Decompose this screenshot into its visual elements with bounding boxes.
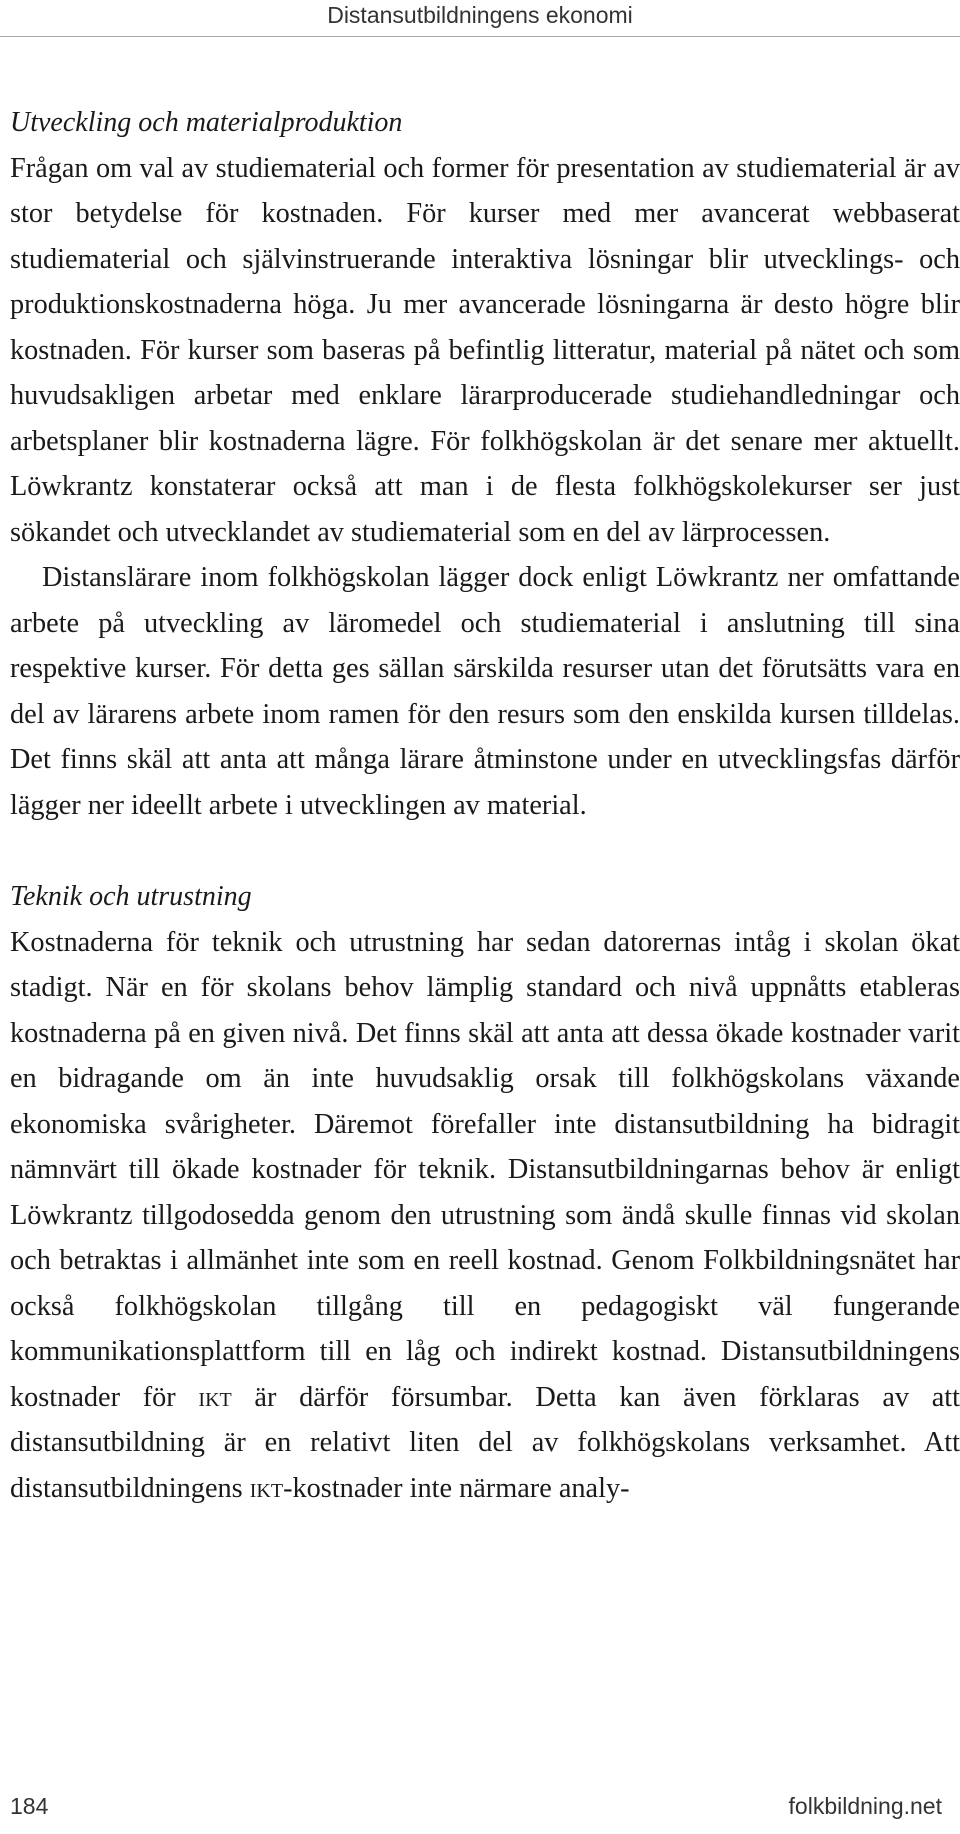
running-header — [0, 0, 960, 37]
running-header-title: Distansutbildningens ekonomi — [327, 2, 633, 28]
footer-site-name: folkbildning.net — [788, 1793, 942, 1819]
running-footer — [0, 1793, 960, 1829]
section-heading-teknik: Teknik och utrustning — [10, 881, 252, 912]
document-body — [10, 100, 960, 1511]
abbreviation-ikt: ikt — [249, 1472, 284, 1504]
paragraph — [10, 920, 960, 1512]
paragraph-text: Kostnaderna för teknik och utrustning har sedan datorernas intåg i skolan ökat stadigt. När en för skolans behov lämplig standard och nivå uppnåtts etableras kostnaderna på en given nivå. Det finns skäl att anta att dessa ökade kostnader varit en bidragande om än inte huvudsaklig orsak till folkhögskolans växande ekonomiska svårigheter. Däremot förefaller inte distansutbildning ha bidragit nämnvärt till ökade kostnader för teknik. Distansutbildningarnas behov är enligt Löwkrantz tillgodosedda genom den utrustning som ändå skulle finnas vid skolan och betraktas i allmänhet inte som en reell kostnad. Genom Folkbildningsnätet har också folkhögskolan tillgång till en pedagogiskt väl fungerande kommunikationsplattform till en låg och indirekt kostnad. Distansutbildningens kostnader för — [10, 926, 960, 1413]
paragraph-text: -kostnader inte närmare analy- — [283, 1472, 630, 1504]
section-spacer — [10, 828, 960, 874]
paragraph: Distanslärare inom folkhögskolan lägger dock enligt Löwkrantz ner omfattande arbete på utveckling av läromedel och studiematerial i anslutning till sina respektive kurser. För detta ges sällan särskilda resurser utan det förutsätts vara en del av lärarens arbete inom ramen för den resurs som den enskilda kursen tilldelas. Det finns skäl att anta att många lärare åtminstone under en utvecklingsfas därför lägger ner ideellt arbete i utvecklingen av material. — [10, 562, 960, 821]
paragraph-text: är därför försumbar. Detta kan även förklaras av att distansutbildning är en relativt liten del av folkhögskolans verksamhet. Att distansutbildningens — [10, 1381, 960, 1504]
abbreviation-ikt: ikt — [198, 1381, 232, 1413]
page-number: 184 — [10, 1793, 49, 1819]
section-heading-utveckling: Utveckling och materialproduktion — [10, 107, 403, 138]
paragraph: Frågan om val av studiematerial och former för presentation av studiematerial är av stor betydelse för kostnaden. För kurser med mer avancerat webbaserat studiematerial och självinstruerande interaktiva lösningar blir utvecklings- och produktionskostnaderna höga. Ju mer avancerade lösningarna är desto högre blir kostnaden. För kurser som baseras på befintlig litteratur, material på nätet och som huvudsakligen arbetar med enklare lärarproducerade studiehandledningar och arbetsplaner blir kostnaderna lägre. För folkhögskolan är det senare mer aktuellt. Löwkrantz konstaterar också att man i de flesta folkhögskolekurser ser just sökandet och utvecklandet av studiematerial som en del av lärprocessen. — [10, 152, 960, 548]
